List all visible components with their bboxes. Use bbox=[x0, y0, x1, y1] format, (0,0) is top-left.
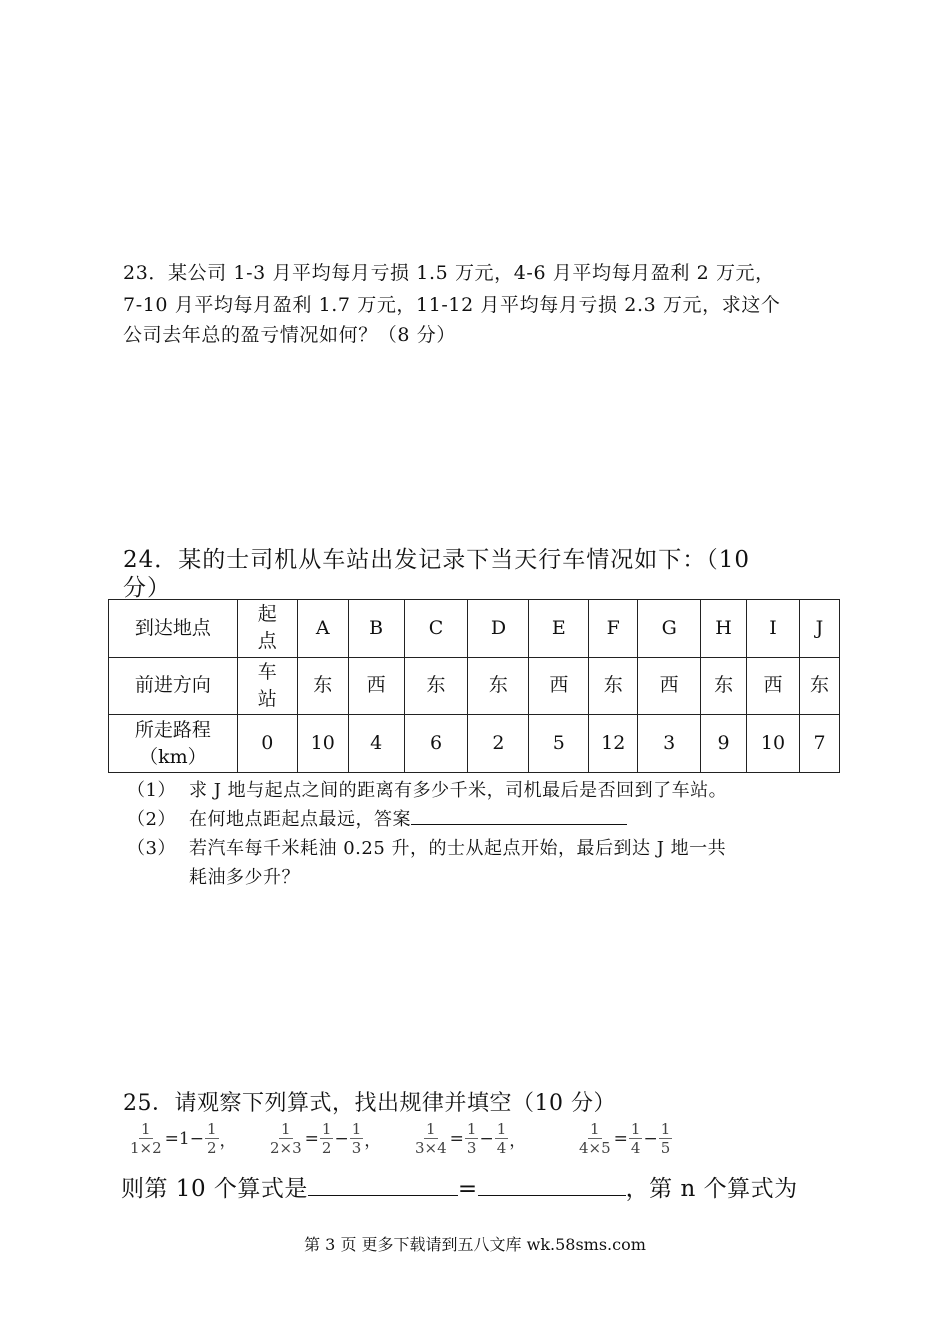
cell-dist-J: 7 bbox=[799, 715, 839, 773]
cell-dir-J: 东 bbox=[799, 657, 839, 715]
q24-sub-3 bbox=[127, 834, 726, 860]
cell-dir-C: 东 bbox=[404, 657, 468, 715]
answer-blank-10th-right[interactable] bbox=[478, 1175, 626, 1196]
fraction: $\frac{1}{2\times 3}$ bbox=[270, 1120, 302, 1157]
table-row-distance bbox=[109, 715, 840, 773]
fraction: $\frac{1}{2}$ bbox=[321, 1120, 332, 1157]
page-footer: 第 3 页 更多下载请到五八文库 wk.58sms.com bbox=[304, 1235, 646, 1254]
row-header-destination: 到达地点 bbox=[109, 600, 238, 658]
sub-1-text: 求 J 地与起点之间的距离有多少千米，司机最后是否回到了车站。 bbox=[189, 780, 728, 801]
cell-dir-G: 西 bbox=[638, 657, 701, 715]
fraction: $\frac{1}{2}$ bbox=[206, 1120, 217, 1157]
cell-dist-D: 2 bbox=[468, 715, 529, 773]
q24-title-line-1: 24．某的士司机从车站出发记录下当天行车情况如下：（10 bbox=[123, 547, 751, 573]
formula-1: $\frac{1}{1\times 2}$ =1− $\frac{1}{2}$ ， bbox=[130, 1120, 237, 1157]
cell-dist-C: 6 bbox=[404, 715, 468, 773]
trip-record-table bbox=[108, 599, 840, 773]
cell-start: 起 点 bbox=[237, 600, 297, 658]
cell-dist-B: 4 bbox=[348, 715, 404, 773]
cell-dest-B: B bbox=[348, 600, 404, 658]
cell-dist-A: 10 bbox=[297, 715, 348, 773]
cell-dir-I: 西 bbox=[747, 657, 800, 715]
q25-title: 25．请观察下列算式，找出规律并填空（10 分） bbox=[123, 1091, 616, 1116]
q24-title-line-2: 分） bbox=[123, 575, 171, 601]
cell-dir-H: 东 bbox=[701, 657, 747, 715]
table-row-destination bbox=[109, 600, 840, 658]
sub-1-number: （1） bbox=[127, 780, 176, 801]
cell-dir-A: 东 bbox=[297, 657, 348, 715]
cell-dest-J: J bbox=[799, 600, 839, 658]
q25-fill-line bbox=[121, 1170, 798, 1203]
row-header-direction: 前进方向 bbox=[109, 657, 238, 715]
fraction: $\frac{1}{1\times 2}$ bbox=[130, 1120, 162, 1157]
cell-dest-G: G bbox=[638, 600, 701, 658]
fill-line-equals: = bbox=[457, 1176, 478, 1202]
sub-2-number: （2） bbox=[127, 809, 176, 830]
cell-dest-A: A bbox=[297, 600, 348, 658]
sub-2-text: 在何地点距起点最远，答案 bbox=[189, 809, 411, 830]
formula-4: $\frac{1}{4\times 5}$ = $\frac{1}{4}$ − $\frac{1}{5}$ bbox=[579, 1120, 671, 1157]
cell-dir-F: 东 bbox=[589, 657, 638, 715]
table-row-direction bbox=[109, 657, 840, 715]
cell-dir-E: 西 bbox=[529, 657, 589, 715]
sub-3-number: （3） bbox=[127, 838, 176, 859]
cell-dest-E: E bbox=[529, 600, 589, 658]
fraction: $\frac{1}{4\times 5}$ bbox=[579, 1120, 611, 1157]
cell-dist-E: 5 bbox=[529, 715, 589, 773]
fraction: $\frac{1}{4}$ bbox=[630, 1120, 641, 1157]
fraction: $\frac{1}{3\times 4}$ bbox=[415, 1120, 447, 1157]
answer-blank-2[interactable] bbox=[411, 806, 627, 825]
formula-2: $\frac{1}{2\times 3}$ = $\frac{1}{2}$ − $\frac{1}{3}$ ， bbox=[270, 1120, 382, 1157]
q24-sub-2 bbox=[127, 805, 627, 831]
cell-dir-D: 东 bbox=[468, 657, 529, 715]
q23-line-2: 7-10 月平均每月盈利 1.7 万元，11-12 月平均每月亏损 2.3 万元，求这个 bbox=[123, 294, 781, 316]
fraction: $\frac{1}{4}$ bbox=[496, 1120, 507, 1157]
cell-dest-I: I bbox=[747, 600, 800, 658]
q24-sub-1 bbox=[127, 776, 727, 802]
fill-line-suffix: ，第 n 个算式为 bbox=[625, 1176, 798, 1202]
fraction: $\frac{1}{3}$ bbox=[466, 1120, 477, 1157]
row-header-distance: 所走路程 （km） bbox=[109, 715, 238, 773]
cell-dist-I: 10 bbox=[747, 715, 800, 773]
cell-dest-H: H bbox=[701, 600, 747, 658]
cell-dir-B: 西 bbox=[348, 657, 404, 715]
cell-dest-C: C bbox=[404, 600, 468, 658]
fill-line-prefix: 则第 10 个算式是 bbox=[121, 1176, 308, 1202]
answer-blank-10th-left[interactable] bbox=[308, 1175, 458, 1196]
cell-station: 车 站 bbox=[237, 657, 297, 715]
fraction: $\frac{1}{3}$ bbox=[351, 1120, 362, 1157]
cell-dist-F: 12 bbox=[589, 715, 638, 773]
q23-line-3: 公司去年总的盈亏情况如何？（8 分） bbox=[123, 324, 456, 346]
fraction: $\frac{1}{5}$ bbox=[660, 1120, 671, 1157]
cell-dist-start: 0 bbox=[237, 715, 297, 773]
cell-dist-G: 3 bbox=[638, 715, 701, 773]
sub-3-text: 若汽车每千米耗油 0.25 升，的士从起点开始，最后到达 J 地一共 bbox=[189, 838, 727, 859]
q24-sub-3-continued: 耗油多少升？ bbox=[189, 867, 300, 888]
cell-dist-H: 9 bbox=[701, 715, 747, 773]
q23-line-1: 23．某公司 1-3 月平均每月亏损 1.5 万元，4-6 月平均每月盈利 2 万元， bbox=[123, 262, 775, 284]
cell-dest-D: D bbox=[468, 600, 529, 658]
cell-dest-F: F bbox=[589, 600, 638, 658]
formula-3: $\frac{1}{3\times 4}$ = $\frac{1}{3}$ − $\frac{1}{4}$ ， bbox=[415, 1120, 527, 1157]
